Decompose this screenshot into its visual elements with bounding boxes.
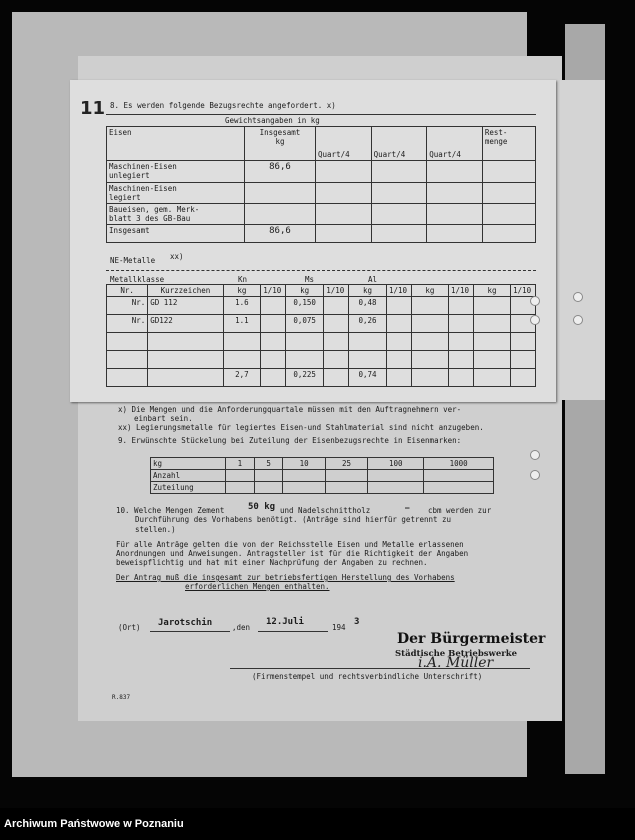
page-mark: 11 bbox=[80, 98, 106, 119]
metal-table bbox=[106, 284, 536, 387]
item10-line3: stellen.) bbox=[135, 525, 176, 534]
denomination-table bbox=[150, 457, 494, 494]
denom-100: 100 bbox=[368, 458, 424, 470]
h-tenth-kn: 1/10 bbox=[261, 285, 286, 297]
year-prefix: 194 bbox=[332, 623, 346, 632]
class-al: Al bbox=[368, 275, 378, 284]
item10-cement: 50 kg bbox=[248, 502, 276, 512]
row-total-1: 86,6 bbox=[244, 161, 315, 183]
metal-totals-row bbox=[107, 369, 536, 387]
punch-hole bbox=[530, 315, 540, 325]
item10-c: cbm werden zur bbox=[428, 506, 492, 515]
h-tenth-al: 1/10 bbox=[386, 285, 411, 297]
class-ms: Ms bbox=[305, 275, 315, 284]
total-kn: 2,7 bbox=[223, 369, 261, 387]
class-kn: Kn bbox=[238, 275, 248, 284]
row1-kn: 1.6 bbox=[223, 297, 261, 315]
metal-row-1 bbox=[107, 297, 536, 315]
item8-title: 8. Es werden folgende Bezugsrechte angefordert. x) bbox=[110, 101, 336, 110]
ne-metalle-label: NE-Metalle bbox=[110, 256, 156, 265]
row-label-2: Maschinen-Eisen legiert bbox=[107, 183, 245, 204]
h-tenth-5: 1/10 bbox=[511, 285, 536, 297]
row1-al: 0,48 bbox=[349, 297, 387, 315]
para-3: beweispflichtig und hat mit einer Nachprüfung der Angaben zu rechnen. bbox=[116, 558, 428, 567]
h-kg-kn: kg bbox=[223, 285, 261, 297]
note-x-2: einbart sein. bbox=[134, 414, 193, 423]
para-4: Der Antrag muß die insgesamt zur betriebsfertigen Herstellung des Vorhabens bbox=[116, 573, 455, 582]
total-ms: 0,225 bbox=[286, 369, 324, 387]
date-value: 12.Juli bbox=[266, 617, 304, 627]
denom-1: 1 bbox=[226, 458, 255, 470]
archive-label: Archiwum Państwowe w Poznaniu bbox=[4, 818, 184, 830]
row-total-3 bbox=[244, 204, 315, 225]
denom-10: 10 bbox=[283, 458, 325, 470]
row2-nr: Nr. bbox=[107, 315, 148, 333]
h-kg-al: kg bbox=[349, 285, 387, 297]
h-nr: Nr. bbox=[107, 285, 148, 297]
row-total-2 bbox=[244, 183, 315, 204]
year-digit: 3 bbox=[354, 617, 360, 627]
den-label: ,den bbox=[232, 623, 251, 632]
item10-b: und Nadelschnittholz bbox=[280, 506, 371, 515]
ort-value: Jarotschin bbox=[158, 618, 213, 628]
ne-metalle-note: xx) bbox=[170, 252, 184, 261]
form-code: R.837 bbox=[112, 694, 131, 701]
col-restmenge: Rest- menge bbox=[482, 127, 535, 161]
para-1: Für alle Anträge gelten die von der Reichsstelle Eisen und Metalle erlassenen bbox=[116, 540, 464, 549]
iron-table bbox=[106, 126, 536, 243]
t3-label-anzahl: Anzahl bbox=[151, 470, 226, 482]
h-kg-5: kg bbox=[473, 285, 510, 297]
total-al: 0,74 bbox=[349, 369, 387, 387]
weight-caption: Gewichtsangaben in kg bbox=[225, 116, 320, 125]
row1-nr: Nr. bbox=[107, 297, 148, 315]
stamp-line-2: Städtische Betriebswerke bbox=[395, 649, 518, 659]
note-x: x) Die Mengen und die Anforderungquartale müssen mit den Auftragnehmern ver- bbox=[118, 405, 462, 414]
h-kg-ms: kg bbox=[286, 285, 324, 297]
h-kg-4: kg bbox=[411, 285, 448, 297]
denom-1000: 1000 bbox=[424, 458, 494, 470]
row-label-3: Baueisen, gem. Merk- blatt 3 des GB-Bau bbox=[107, 204, 245, 225]
signature: i.A. Müller bbox=[418, 655, 494, 671]
punch-hole bbox=[530, 470, 540, 480]
signature-caption: (Firmenstempel und rechtsverbindliche Unterschrift) bbox=[252, 672, 483, 681]
item9: 9. Erwünschte Stückelung bei Zuteilung der Eisenbezugsrechte in Eisenmarken: bbox=[118, 436, 462, 445]
note-xx: xx) Legierungsmetalle für legiertes Eisen-und Stahlmaterial sind nicht anzugeben. bbox=[118, 423, 484, 432]
t3-label-kg: kg bbox=[151, 458, 226, 470]
metal-row-2 bbox=[107, 315, 536, 333]
ort-label: (Ort) bbox=[118, 623, 141, 632]
stamp-line-1: Der Bürgermeister bbox=[397, 631, 546, 647]
col-eisen: Eisen bbox=[107, 127, 245, 161]
row-label-4: Insgesamt bbox=[107, 225, 245, 243]
item10-a: 10. Welche Mengen Zement bbox=[116, 506, 225, 515]
para-5: erforderlichen Mengen enthalten. bbox=[185, 582, 330, 591]
row1-ms: 0,150 bbox=[286, 297, 324, 315]
row2-kn: 1.1 bbox=[223, 315, 261, 333]
row1-code: GD 112 bbox=[148, 297, 223, 315]
item10-line2: Durchführung des Vorhabens benötigt. (Anträge sind hierfür getrennt zu bbox=[135, 515, 452, 524]
h-kurzzeichen: Kurzzeichen bbox=[148, 285, 223, 297]
punch-hole bbox=[530, 296, 540, 306]
denom-5: 5 bbox=[254, 458, 283, 470]
col-quart-3: Quart/4 bbox=[427, 127, 483, 161]
side-slip bbox=[560, 80, 605, 400]
col-insgesamt: Insgesamt kg bbox=[244, 127, 315, 161]
h-tenth-ms: 1/10 bbox=[324, 285, 349, 297]
col-quart-2: Quart/4 bbox=[371, 127, 427, 161]
row-total-4: 86,6 bbox=[244, 225, 315, 243]
row-label-1: Maschinen-Eisen unlegiert bbox=[107, 161, 245, 183]
row2-ms: 0,075 bbox=[286, 315, 324, 333]
punch-hole bbox=[573, 292, 583, 302]
row2-code: GD122 bbox=[148, 315, 223, 333]
punch-hole bbox=[530, 450, 540, 460]
t3-label-zuteilung: Zuteilung bbox=[151, 482, 226, 494]
para-2: Anordnungen und Anweisungen. Antragsteller ist für die Richtigkeit der Angaben bbox=[116, 549, 469, 558]
col-quart-1: Quart/4 bbox=[316, 127, 372, 161]
row2-al: 0,26 bbox=[349, 315, 387, 333]
h-tenth-4: 1/10 bbox=[449, 285, 474, 297]
denom-25: 25 bbox=[325, 458, 367, 470]
punch-hole bbox=[573, 315, 583, 325]
item10-wood: – bbox=[405, 503, 410, 512]
metallklasse-label: Metallklasse bbox=[110, 275, 165, 284]
